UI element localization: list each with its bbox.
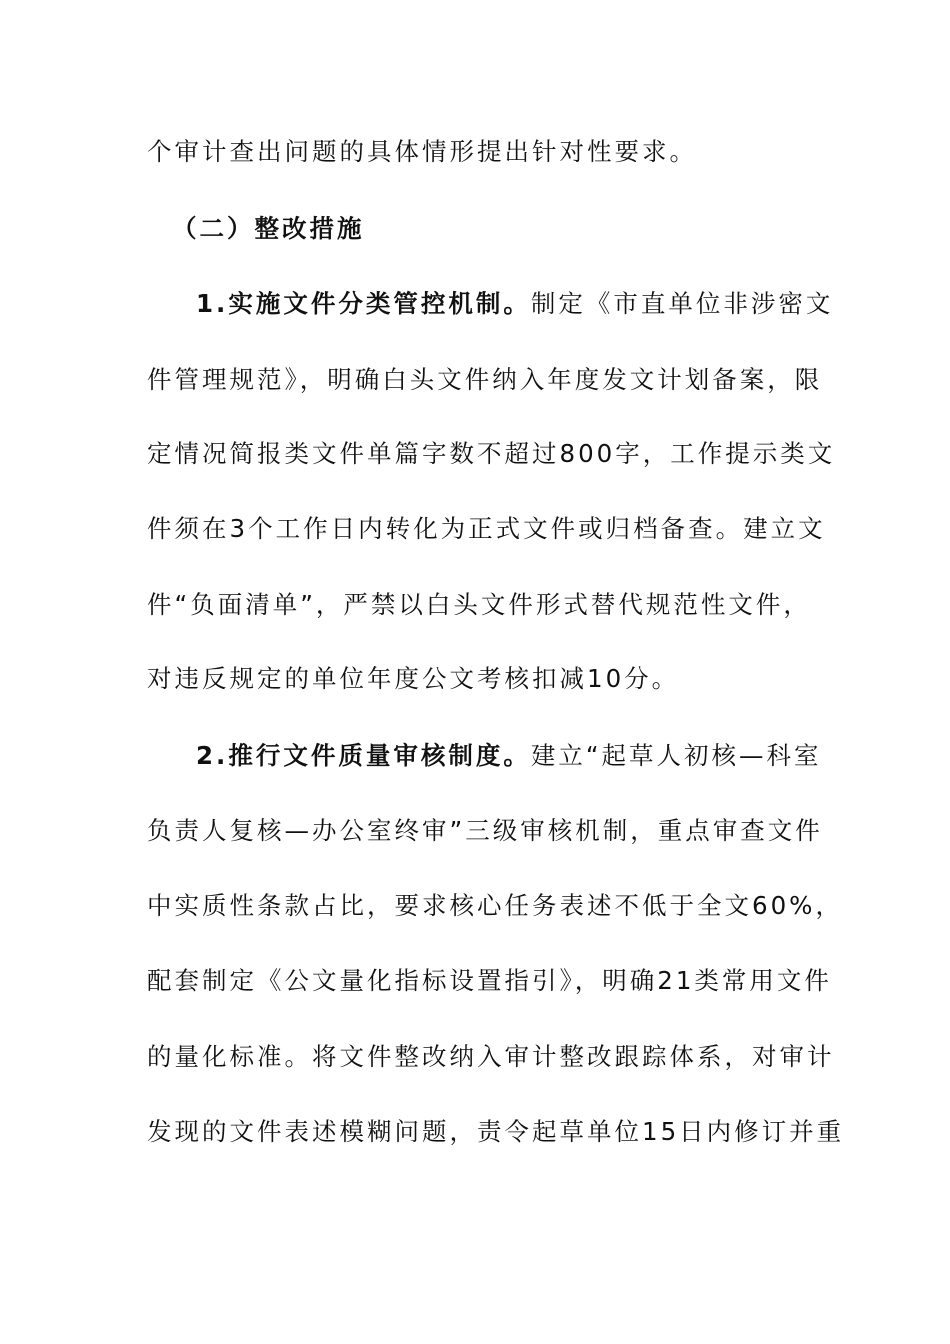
- paragraph-line: 个审计查出问题的具体情形提出针对性要求。: [147, 137, 697, 166]
- section-heading: （二）整改措施: [172, 214, 365, 243]
- item1-first-rest: 制定《市直单位非涉密文: [530, 289, 834, 318]
- item2-first-line: [196, 738, 866, 774]
- item1-line: 定情况简报类文件单篇字数不超过800字，工作提示类文: [147, 439, 836, 468]
- item2-lead: 2.推行文件质量审核制度。: [196, 741, 531, 770]
- item2-line: 的量化标准。将文件整改纳入审计整改跟踪体系，对审计: [147, 1042, 835, 1071]
- item1-first-line: [196, 286, 866, 322]
- item2-line: 配套制定《公文量化指标设置指引》，明确21类常用文件: [147, 966, 832, 995]
- item1-line: 件须在3个工作日内转化为正式文件或归档备查。建立文: [147, 514, 826, 543]
- item1-line: 对违反规定的单位年度公文考核扣减10分。: [147, 664, 680, 693]
- item2-line: 发现的文件表述模糊问题，责令起草单位15日内修订并重: [147, 1117, 845, 1146]
- item1-lead: 1.实施文件分类管控机制。: [196, 289, 531, 318]
- item2-first-rest: 建立“起草人初核—科室: [530, 741, 822, 770]
- item2-line: 中实质性条款占比，要求核心任务表述不低于全文60%，: [147, 891, 843, 920]
- item2-line: 负责人复核—办公室终审”三级审核机制，重点审查文件: [147, 816, 823, 845]
- item1-line: 件管理规范》，明确白头文件纳入年度发文计划备案，限: [147, 365, 823, 394]
- item1-line: 件“负面清单”，严禁以白头文件形式替代规范性文件，: [147, 590, 811, 619]
